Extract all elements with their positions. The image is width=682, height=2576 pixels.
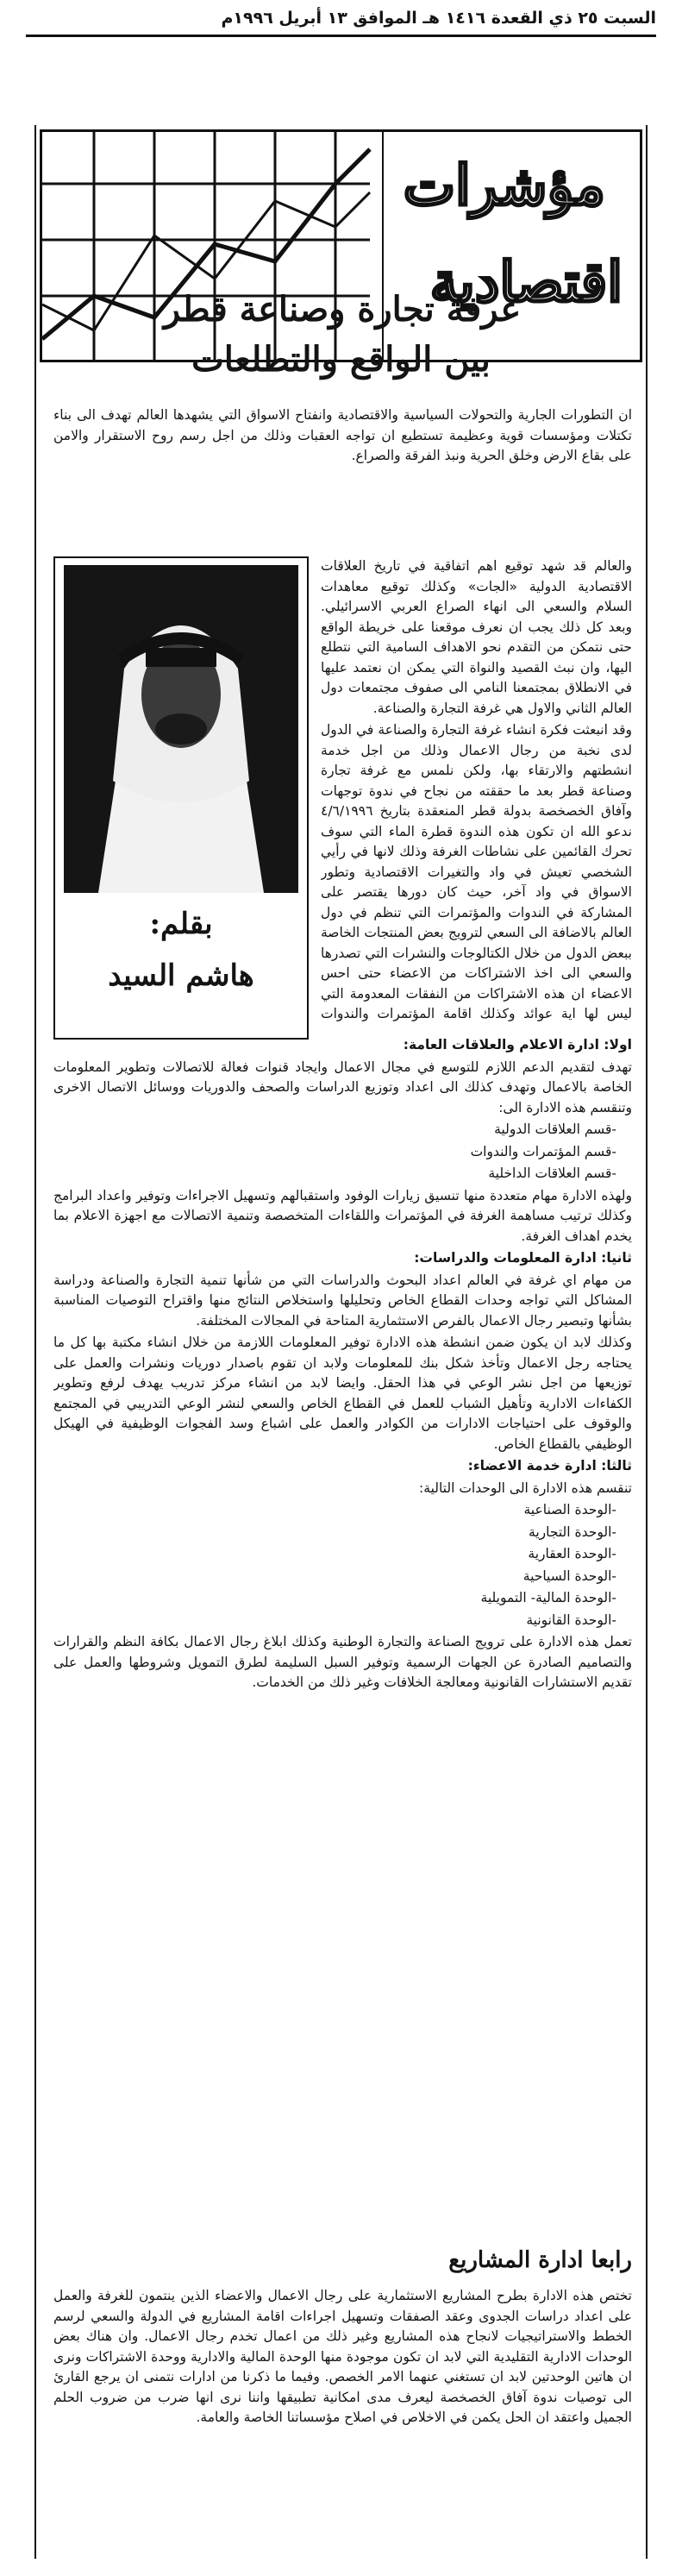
section-4-title: رابعا ادارة المشاريع [448,2247,632,2273]
section-3-item-3: -الوحدة العقارية [528,1546,616,1561]
section-3-body: تنقسم هذه الادارة الى الوحدات التالية: [419,1480,632,1496]
section-4-body: تختص هذه الادارة بطرح المشاريع الاستثمارية على رجال الاعمال والاعضاء الذين ينتمون للغرفة والعمل على اعداد دراسات الجدوى وعقد الصفقات وتسهيل اجراءات اقامة المشاريع في الدولة والسعي لرسم الخطط والاستراتيجيات لانجاح هذه المشاريع وغير ذلك من اعمال تخدم رجال الاعمال. وان هناك بعض الوحدات الادارية التقليدية التي لابد ان تكون موجودة منها الوحدة المالية والادارية ووحدة الاشتراكات ونرى ان هاتين الوحدتين لابد ان تستغني عنهما الامر الخصص. وفيما ما ذكرنا من ادارات نتمنى ان يرجع القارئ الى توصيات ندوة آفاق الخصخصة ليعرف مدى امكانية تطبيقها واننا نرى انها ضرب من ضروب الحلم الجميل واعتقد ان الحل يكمن في الاخلاص في اصلاح مؤسساتنا الخاصة والعامة. [53,2288,632,2425]
section-3-after: تعمل هذه الادارة على ترويج الصناعة والتجارة الوطنية وكذلك ابلاغ رجال الاعمال بكافة النظم والقرارات والتصاميم الصادرة عن الجهات الرسمية وتوفير السبل السليمة لطرق التمويل وشروطها والعمل على تقديم الاستشارات القانونية ومعالجة الخلافات وغير ذلك من الخدمات. [53,1634,632,1690]
intro-paragraph-2: والعالم قد شهد توقيع اهم اتفاقية في تاريخ العلاقات الاقتصادية الدولية «الجات» وكذلك توقيع معاهدات السلام والسعي الى انهاء الصراع العربي الاسرائيلي. وبعد كل ذلك يجب ان نعرف موقعنا على خريطة الواقع حتى نتمكن من التقدم نحو الاهداف السامية التي نتطلع اليها، وان نبث القصيد والنواة التي يمكن ان نعتمد عليها في الانطلاق بمجتمعنا النامي الى صفوف مجتمعات دول العالم الثاني والاول هي غرفة التجارة والصناعة. [321,558,632,716]
section-4-block [53,2286,632,2558]
section-3-item-6: -الوحدة القانونية [526,1612,616,1628]
banner-title-line1: مؤشرات [403,154,605,218]
top-rule [26,35,656,37]
section-1-item-3: -قسم العلاقات الداخلية [488,1165,616,1181]
intro-block-1 [53,405,632,552]
article-headline [52,285,630,385]
section-2-body: من مهام اي غرفة في العالم اعداد البحوث والدراسات التي من شأنها تنمية التجارة والصناعة ودراسة المشاكل التي تواجه وحدات القطاع الخاص وتحليلها واستخلاص النتائج منها واقتراح التوصيات المناسبة بشأنها وتبصير رجال الاعمال بالفرص الاستثمارية المتاحة في المجالات المختلفة. [53,1272,632,1329]
section-3-item-2: -الوحدة التجارية [529,1524,616,1540]
headline-line2: بين الواقع والتطلعات [191,339,491,380]
headline-line1: غرفة تجارة وصناعة قطر [163,289,519,330]
body-block [53,1035,632,2239]
section-1-item-2: -قسم المؤتمرات والندوات [470,1143,616,1159]
author-portrait [64,565,298,893]
section-1-item-1: -قسم العلاقات الدولية [494,1122,616,1137]
byline-label: بقلم: [149,907,213,941]
author-portrait-graphic [64,565,298,893]
section-3-item-5: -الوحدة المالية- التمويلية [480,1590,616,1605]
dateline: السبت ٢٥ ذي القعدة ١٤١٦ هـ الموافق ١٣ أبريل ١٩٩٦م [221,9,656,28]
section-2-title: ثانيا: ادارة المعلومات والدراسات: [414,1250,632,1266]
byline-name: هاشم السيد [108,958,254,993]
section-2-after: وكذلك لابد ان يكون ضمن انشطة هذه الادارة توفير المعلومات اللازمة من خلال انشاء مكتبة بها كل ما يحتاجه رجل الاعمال وتأخذ شكل بنك للمعلومات ولابد ان تقوم باصدار دوريات ونشرات والعمل على توزيعها من اجل نشر الوعي في هذا الحقل. وايضا لابد من انشاء مركز تدريب يهدف لرفع وتطوير الكفاءات الادارية وتأهيل الشباب للعمل في القطاع الخاص والسعي لنشر الوعي التدريبي في المجتمع والوقوف على احتياجات الادارات من الكوادر والعمل على اشباع وسد الفجوات الوظيفية في الهيكل الوظيفي بالقطاع الخاص. [53,1335,632,1452]
section-1-title: اولا: ادارة الاعلام والعلاقات العامة: [403,1037,632,1052]
author-photo-frame [53,556,309,1040]
intro-paragraph-3: وقد انبعثت فكرة انشاء غرفة التجارة والصناعة في الدول لدى نخبة من رجال الاعمال وذلك من اجل خدمة انشطتهم والارتقاء بها، ولكن نلمس مع غرفة تجارة وصناعة قطر بعد ما حققته من نجاح في ندوة توجهات وآفاق الخصخصة بدولة قطر المنعقدة بتاريخ ٤/٦/١٩٩٦ ندعو الله ان تكون هذه الندوة قطرة الماء التي سوف تحرك القائمين على نشاطات الغرفة وذلك لانها في رأيي الشخصي تعيش في واد والتغيرات الاقتصادية وتطور الاسواق في واد آخر، حيث كان دورها يقتصر على المشاركة في الندوات والمؤتمرات التي تنظم في دول العالم بالاضافة الى السعي لترويج بعض المنتجات الخاصة ببعض الدول من خلال الكتالوجات والنشرات التي تصدرها والسعي الى اخذ الاشتراكات من الاعضاء حتى احس الاعضاء ان هذه الاشتراكات من النفقات المعدومة التي ليس لها اية عوائد وكذلك اقامة المؤتمرات والندوات [321,722,632,1021]
intro-block-2 [321,556,632,1022]
banner-title-line2: اقتصادية [429,250,623,315]
section-1-body: تهدف لتقديم الدعم اللازم للتوسع في مجال الاعمال وايجاد قنوات فعالة للاتصالات وتطوير المعلومات الخاصة بالاعمال وتهدف كذلك الى اعداد وتوزيع الدراسات والصحف والدوريات ووسائل الاتصال الاخرى وتنقسم هذه الادارة الى: [53,1059,632,1115]
section-3-item-4: -الوحدة السياحية [522,1568,616,1584]
section-1-after: ولهذه الادارة مهام متعددة منها تنسيق زيارات الوفود واستقبالهم وتسهيل الاجراءات وتوفير واعداد البرامج وكذلك ترتيب مساهمة الغرفة في المؤتمرات واللقاءات المتخصصة وتنمية الاتصالات مع اجهزة الاعلام بما يخدم اهداف الغرفة. [53,1187,632,1244]
section-3-title: ثالثا: ادارة خدمة الاعضاء: [467,1458,632,1473]
section-3-item-1: -الوحدة الصناعية [523,1502,616,1517]
intro-paragraph-1: ان التطورات الجارية والتحولات السياسية والاقتصادية وانفتاح الاسواق التي يشهدها العالم تهدف الى بناء تكتلات ومؤسسات قوية وعظيمة تستطيع ان تواجه العقبات وذلك من اجل رسم روح الاستقرار والامن على بقاع الارض وخلق الحرية ونبذ الفرقة والصراع. [53,407,632,463]
